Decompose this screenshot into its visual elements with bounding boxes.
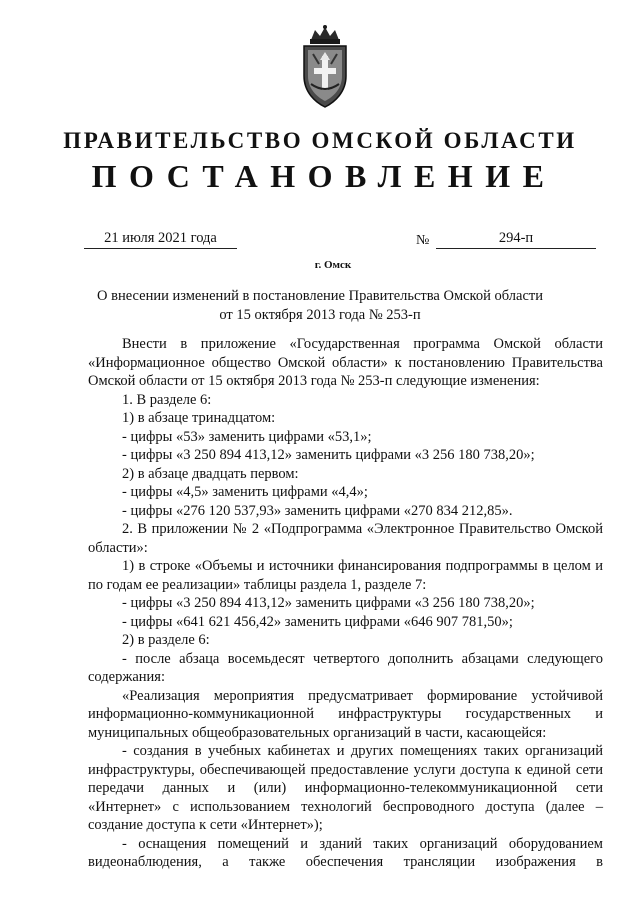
body-paragraph: 2. В приложении № 2 «Подпрограмма «Электронное Правительство Омской области»: [88,521,603,556]
body-paragraph: - цифры «641 621 456,42» заменить цифрами «646 907 781,50»; [122,613,513,630]
city-label: г. Омск [314,259,352,271]
government-title: ПРАВИТЕЛЬСТВО ОМСКОЙ ОБЛАСТИ [63,128,577,153]
body-paragraph: 2) в разделе 6: [122,632,210,648]
coat-of-arms-emblem [293,24,357,110]
body-paragraph: «Реализация мероприятия предусматривает формирование устойчивой информационно-коммуникационной инфраструктуры государственных и муниципальных общеобразовательных организаций в части, касающейся: [88,687,603,741]
body-paragraph: - цифры «4,5» заменить цифрами «4,4»; [122,484,368,500]
subject-line-2: от 15 октября 2013 года № 253-п [219,306,421,323]
body-paragraph: - цифры «276 120 537,93» заменить цифрами «270 834 212,85». [122,502,513,519]
body-paragraph: - цифры «3 250 894 413,12» заменить цифрами «3 256 180 738,20»; [122,447,535,463]
number-sign: № [416,233,430,248]
body-paragraph: - оснащения помещений и зданий таких организаций оборудованием видеонаблюдения, а также обеспечения трансляции изображения в [88,835,603,870]
document-body [88,335,603,872]
subject-line-1: О внесении изменений в постановление Правительства Омской области [97,288,543,304]
body-paragraph: - цифры «3 250 894 413,12» заменить цифрами «3 256 180 738,20»; [122,595,535,611]
document-type-title: ПОСТАНОВЛЕНИЕ [91,158,557,194]
body-paragraph: 1. В разделе 6: [122,391,212,408]
document-number: 294-п [436,230,596,249]
body-paragraph: Внести в приложение «Государственная программа Омской области «Информационное общество Омской области» к постановлению Правительства Омской области от 15 октября 2013 года № 253-п следующие изменения: [88,336,603,389]
body-paragraph: - после абзаца восемьдесят четвертого дополнить абзацами следующего содержания: [88,650,603,685]
document-date: 21 июля 2021 года [84,230,237,249]
body-paragraph: 1) в строке «Объемы и источники финансирования подпрограммы в целом и по годам ее реализации» таблицы раздела 1, разделе 7: [88,558,603,593]
body-paragraph: 2) в абзаце двадцать первом: [122,465,299,482]
body-paragraph: 1) в абзаце тринадцатом: [122,410,276,426]
body-paragraph: - цифры «53» заменить цифрами «53,1»; [122,428,372,445]
body-paragraph: - создания в учебных кабинетах и других помещениях таких организаций инфраструктуры, обеспечивающей предоставление услуги доступа к единой сети передачи данных и (или) информационно-телекоммуникационной сети «Интернет» с использованием технологий беспроводного доступа (далее – создание доступа к сети «Интернет»); [88,743,603,833]
document-subject [60,287,580,324]
